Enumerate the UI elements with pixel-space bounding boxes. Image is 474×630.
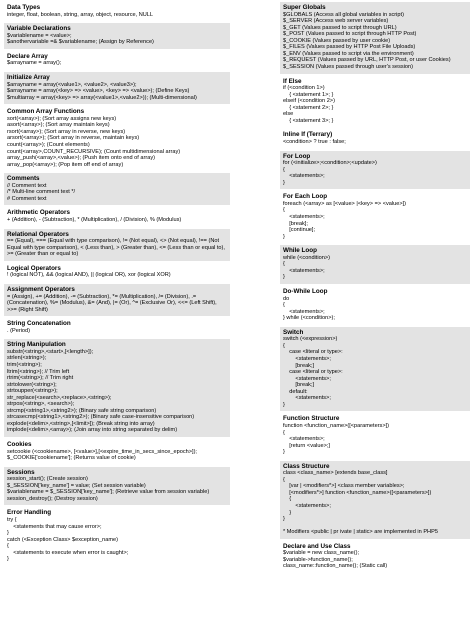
code-line: do xyxy=(283,295,290,302)
code-line: { xyxy=(283,166,285,173)
code-line: count(<array>); (Count elements) xyxy=(7,141,90,148)
section-title: Arithmetic Operators xyxy=(7,209,70,217)
section-cookies xyxy=(4,439,230,465)
code-line: $_SESSION['key_name'] = value; (Set session variable) xyxy=(7,482,146,489)
section-while-loop xyxy=(280,245,470,284)
code-line: { xyxy=(283,302,285,309)
code-line: setcookie (<cookiename>, [<value>],[<expire_time_in_secs_since_epoch>]); xyxy=(7,448,197,455)
code-line: = (Assign), += (Addition), -= (Subtraction), *= (Multiplication), /= (Division), .= (Concatenation), %= (Modulus), &= (And), |= (Or), ^= (Exclusive Or), <<= (Left Shift), >>= (Right Shift) xyxy=(7,293,219,313)
code-line: [<modifiers*>] function <function_name>([<parameters>]) xyxy=(283,489,432,496)
section-title: Class Structure xyxy=(283,462,330,470)
code-line: $anothervariable =& $variablename; (Assign by Reference) xyxy=(7,39,154,46)
code-line: * Modifiers <public | pr ivate | static> are implemented in PHP5 xyxy=(283,529,438,536)
code-line: } xyxy=(283,449,285,456)
section-title: For Each Loop xyxy=(283,193,328,201)
code-line: trim(<string>); xyxy=(7,361,42,368)
code-line: } xyxy=(283,509,292,516)
section-declare-and-use-class xyxy=(280,541,470,573)
code-line: <statements>; xyxy=(283,355,331,362)
code-line: case <literal or type>: xyxy=(283,349,343,356)
code-line: } xyxy=(283,274,285,281)
code-line: $arrayname = array(); xyxy=(7,60,62,67)
code-line: rsort(<array>); (Sort array in reverse, new keys) xyxy=(7,128,126,135)
code-line: <statements to execute when error is caught>; xyxy=(7,549,129,556)
code-line: asort(<array>); (Sort array maintain keys) xyxy=(7,122,110,129)
code-line: $_ENV (Values passed to script via the environment) xyxy=(283,50,414,57)
section-title: Common Array Functions xyxy=(7,108,85,116)
section-function-structure xyxy=(280,413,470,458)
section-declare-array xyxy=(4,51,230,70)
right-column xyxy=(280,2,470,575)
section-super-globals xyxy=(280,2,470,74)
left-column xyxy=(4,2,230,568)
code-line: + (Addition), - (Subtraction), * (Multiplication), / (Division), % (Modulus) xyxy=(7,217,182,223)
code-line: . (Period) xyxy=(7,327,31,334)
code-line: { xyxy=(283,429,285,436)
code-line: for (<initialize>;<condition>;<update>) xyxy=(283,160,377,167)
code-line: <statements>; xyxy=(283,214,325,220)
code-line: default: xyxy=(283,388,308,395)
code-line: elseif (<condition 2>) xyxy=(283,98,335,105)
section-switch xyxy=(280,327,470,412)
code-line: } xyxy=(283,179,285,186)
section-title: Do-While Loop xyxy=(283,287,328,295)
section-title: Variable Declarations xyxy=(7,25,71,33)
code-line: <condition> ? true : false; xyxy=(283,138,346,145)
code-line: [break;] xyxy=(283,362,315,369)
code-line: while (<condition>) xyxy=(283,254,330,261)
code-line: <statements that may cause error>; xyxy=(7,523,102,530)
code-line: explode(<delim>,<string>,[<limit>]); (Break string into array) xyxy=(7,420,155,427)
section-string-manipulation xyxy=(4,339,230,437)
code-line: else xyxy=(283,111,294,118)
code-line: { <statement 1>; } xyxy=(283,91,334,98)
section-title: String Concatenation xyxy=(7,320,71,328)
code-line: $variablename = <value>; xyxy=(7,32,72,39)
code-line: $arrayname = array(<value1>, <value2>, <value3>); xyxy=(7,81,137,88)
code-line: session_destroy(); (Destroy session) xyxy=(7,495,98,502)
code-line: try { xyxy=(7,517,17,524)
code-line: [var | <modifiers*>] <class member variables>; xyxy=(283,483,405,490)
code-line: $variablename = $_SESSION['key_name']; (Retrieve value from session variable) xyxy=(7,489,210,496)
code-line: [break;] xyxy=(283,382,315,389)
code-line: $arrayname = array(<key> => <value>, <key> => <value>); (Define Keys) xyxy=(7,88,190,95)
section-title: Declare and Use Class xyxy=(283,542,351,550)
code-line: strcmp(<string1>,<string2>); (Binary safe string comparison) xyxy=(7,407,157,414)
code-line: substr(<string>,<start>,[<length>]); xyxy=(7,348,94,355)
code-line: array_push(<array>,<value>); (Push item onto end of array) xyxy=(7,155,155,162)
code-line: $multiarray = array(<key> => array(<value1>,<value2>)); (Multi-dimensional) xyxy=(7,94,197,101)
code-line: /* Multi-line comment text */ xyxy=(7,189,76,196)
code-line: class <class_name> [extends base_class] xyxy=(283,470,388,477)
code-line: class_name::function_name(); (Static call) xyxy=(283,563,388,570)
code-line: } while (<condition>); xyxy=(283,315,335,322)
code-line: rtrim(<string>); // Trim right xyxy=(7,375,74,382)
code-line: { xyxy=(283,261,285,268)
section-title: For Loop xyxy=(283,152,311,160)
code-line: ltrim(<string>); // Trim left xyxy=(7,368,70,375)
code-line: strcasecmp(<string1>,<string2>); (Binary safe case-insensitive comparison) xyxy=(7,414,195,421)
code-line: str_replace(<search>,<replace>,<string>); xyxy=(7,394,112,401)
section-title: Relational Operators xyxy=(7,230,69,238)
code-line: $_SESSION (Values passed through user's session) xyxy=(283,63,413,70)
section-logical-operators xyxy=(4,263,230,282)
section-title: Function Structure xyxy=(283,415,340,423)
code-line: # Comment text xyxy=(7,195,47,202)
code-line: $_POST (Values passed to script through HTTP Post) xyxy=(283,31,417,38)
code-line: if (<condition 1>) xyxy=(283,85,325,92)
section-title: Logical Operators xyxy=(7,264,61,272)
section-title: Declare Array xyxy=(7,52,48,60)
code-line: case <literal or type>: xyxy=(283,369,343,376)
section-for-each-loop xyxy=(280,191,470,243)
code-line: arsort(<array>); (Sort array in reverse, maintain keys) xyxy=(7,135,140,142)
section-error-handling xyxy=(4,507,230,565)
code-line: <statements>; xyxy=(283,395,331,402)
section-title: If Else xyxy=(283,77,302,85)
code-line: } xyxy=(283,233,285,240)
code-line: [break]; xyxy=(283,220,308,227)
section-variable-declarations xyxy=(4,23,230,49)
code-line: function <function_name>([<parameters>]) xyxy=(283,422,390,429)
code-line: session_start(); (Create session) xyxy=(7,476,88,483)
section-title: Initialize Array xyxy=(7,73,50,81)
code-line: } xyxy=(7,530,9,537)
code-line: <statements>; xyxy=(283,375,331,382)
code-line: == (Equal), === (Equal with type comparison), != (Not equal), <> (Not equal), !== (Not Equal with type comparison), < (Less than), > (Greater than), <= (Less than or equal to), >= (Greater than or equal to) xyxy=(7,238,227,258)
section-comments xyxy=(4,173,230,205)
code-line: { xyxy=(283,207,285,214)
code-line: count(<array>,COUNT_RECURSIVE); (Count multidimensional array) xyxy=(7,148,181,155)
code-line: strtolower(<string>); xyxy=(7,381,57,388)
section-sessions xyxy=(4,467,230,506)
code-line: $_COOKIE (Values passed by user cookie) xyxy=(283,37,391,44)
code-line: integer, float, boolean, string, array, object, resource, NULL xyxy=(7,11,154,18)
section-title: String Manipulation xyxy=(7,341,66,349)
code-line: $variable = new class_name(); xyxy=(283,550,360,557)
section-title: Data Types xyxy=(7,4,41,11)
code-line: $_SERVER (Access web server variables) xyxy=(283,18,389,25)
section-do-while-loop xyxy=(280,286,470,325)
code-line: $_GET (Values passed to script through URL) xyxy=(283,24,397,31)
code-line: { <statement 2>; } xyxy=(283,104,334,111)
code-line: } xyxy=(283,401,285,408)
code-line: $_REQUEST (Values passed by URL, HTTP Post, or user Cookies) xyxy=(283,57,451,64)
section-title: Super Globals xyxy=(283,4,326,11)
code-line: [return <value>;] xyxy=(283,442,330,449)
code-line: $GLOBALS (Access all global variables in script) xyxy=(283,11,404,18)
code-line: <statements>; xyxy=(283,503,331,510)
code-line: { xyxy=(7,543,9,550)
code-line: { xyxy=(283,476,285,483)
code-line: { <statement 3>; } xyxy=(283,117,334,124)
section-data-types xyxy=(4,2,230,21)
section-initialize-array xyxy=(4,72,230,104)
section-title: Comments xyxy=(7,175,40,183)
code-line: strlen(<string>); xyxy=(7,355,47,362)
section-title: Switch xyxy=(283,328,304,336)
code-line: strpos(<string>, <search>); xyxy=(7,401,75,408)
code-line: } xyxy=(7,556,9,563)
code-line: strtoupper(<string>); xyxy=(7,388,58,395)
section-for-loop xyxy=(280,151,470,190)
code-line: $variable->function_name(); xyxy=(283,556,353,563)
section-title: Sessions xyxy=(7,468,35,476)
section-title: Error Handling xyxy=(7,509,52,517)
section-string-concatenation xyxy=(4,318,230,337)
code-line: foreach (<array> as [<value> |<key> => <value>]) xyxy=(283,200,407,207)
code-line: sort(<array>); (Sort array assigns new keys) xyxy=(7,115,117,122)
code-line: { xyxy=(283,496,292,503)
code-line: ! (logical NOT), && (logical AND), || (logical OR), xor (logical XOR) xyxy=(7,272,171,279)
section-title: While Loop xyxy=(283,247,317,255)
section-if-else xyxy=(280,76,470,128)
section-common-array-functions xyxy=(4,106,230,171)
code-line: // Comment text xyxy=(7,182,47,189)
section-title: Inline If (Terrary) xyxy=(283,131,333,139)
section-title: Assignment Operators xyxy=(7,285,75,293)
code-line: <statements>; xyxy=(283,173,325,180)
code-line: <statements>; xyxy=(283,267,325,274)
code-line: $_COOKIE['cookiename']; (Returns value of cookie) xyxy=(7,455,136,462)
code-line: <statements>; xyxy=(283,308,325,315)
code-line: $_FILES (Values passed by HTTP Post File Uploads) xyxy=(283,44,416,51)
section-class-structure xyxy=(280,461,470,539)
code-line: { xyxy=(283,342,285,349)
code-line: array_pop(<array>); (Pop item off end of array) xyxy=(7,161,124,168)
code-line: catch (<Exception Class> $exception_name) xyxy=(7,536,119,543)
section-assignment-operators xyxy=(4,284,230,316)
code-line: } xyxy=(283,516,285,523)
section-title: Cookies xyxy=(7,441,32,448)
section-arithmetic-operators xyxy=(4,207,230,226)
section-relational-operators xyxy=(4,229,230,261)
code-line: [continue]; xyxy=(283,227,316,234)
code-line: implode(<delim>,<array>); (Join array into string separated by delim) xyxy=(7,427,178,434)
code-line: <statements>; xyxy=(283,436,325,443)
code-line: switch (<expression>) xyxy=(283,336,338,343)
section-inline-if-terrary xyxy=(280,129,470,148)
